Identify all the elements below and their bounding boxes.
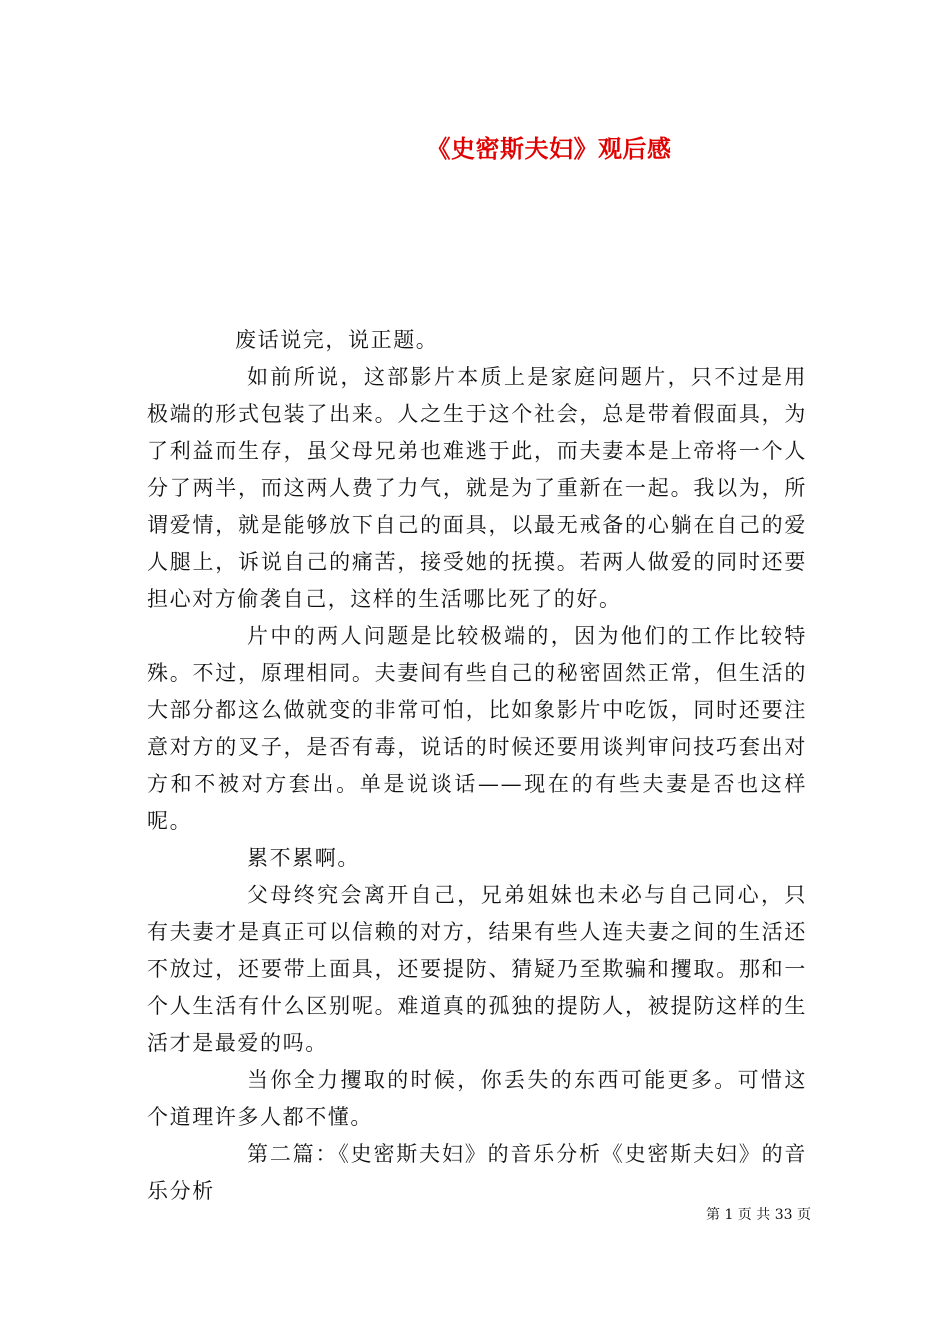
document-title: 《史密斯夫妇》观后感 — [426, 134, 672, 163]
paragraph-2: 如前所说，这部影片本质上是家庭问题片，只不过是用极端的形式包装了出来。人之生于这个社会，总是带着假面具，为了利益而生存，虽父母兄弟也难逃于此，而夫妻本是上帝将一个人分了两半，而这两人费了力气，就是为了重新在一起。我以为，所谓爱情，就是能够放下自己的面具，以最无戒备的心躺在自己的爱人腿上，诉说自己的痛苦，接受她的抚摸。若两人做爱的同时还要担心对方偷袭自己，这样的生活哪比死了的好。 — [147, 365, 807, 611]
paragraph-4: 累不累啊。 — [247, 846, 360, 870]
paragraph-3: 片中的两人问题是比较极端的，因为他们的工作比较特殊。不过，原理相同。夫妻间有些自己的秘密固然正常，但生活的大部分都这么做就变的非常可怕，比如象影片中吃饭，同时还要注意对方的叉子，是否有毒，说话的时候还要用谈判审问技巧套出对方和不被对方套出。单是说谈话——现在的有些夫妻是否也这样呢。 — [147, 624, 807, 833]
paragraph-1: 废话说完，说正题。 — [235, 328, 439, 352]
document-body — [147, 322, 807, 1210]
page-number-footer: 第 1 页 共 33 页 — [706, 1207, 811, 1223]
paragraph-6: 当你全力攫取的时候，你丢失的东西可能更多。可惜这个道理许多人都不懂。 — [147, 1068, 807, 1129]
paragraph-7: 第二篇：《史密斯夫妇》的音乐分析《史密斯夫妇》的音乐分析 — [147, 1142, 807, 1203]
paragraph-5: 父母终究会离开自己，兄弟姐妹也未必与自己同心，只有夫妻才是真正可以信赖的对方，结果有些人连夫妻之间的生活还不放过，还要带上面具，还要提防、猜疑乃至欺骗和攫取。那和一个人生活有什么区别呢。难道真的孤独的提防人，被提防这样的生活才是最爱的吗。 — [147, 883, 807, 1055]
